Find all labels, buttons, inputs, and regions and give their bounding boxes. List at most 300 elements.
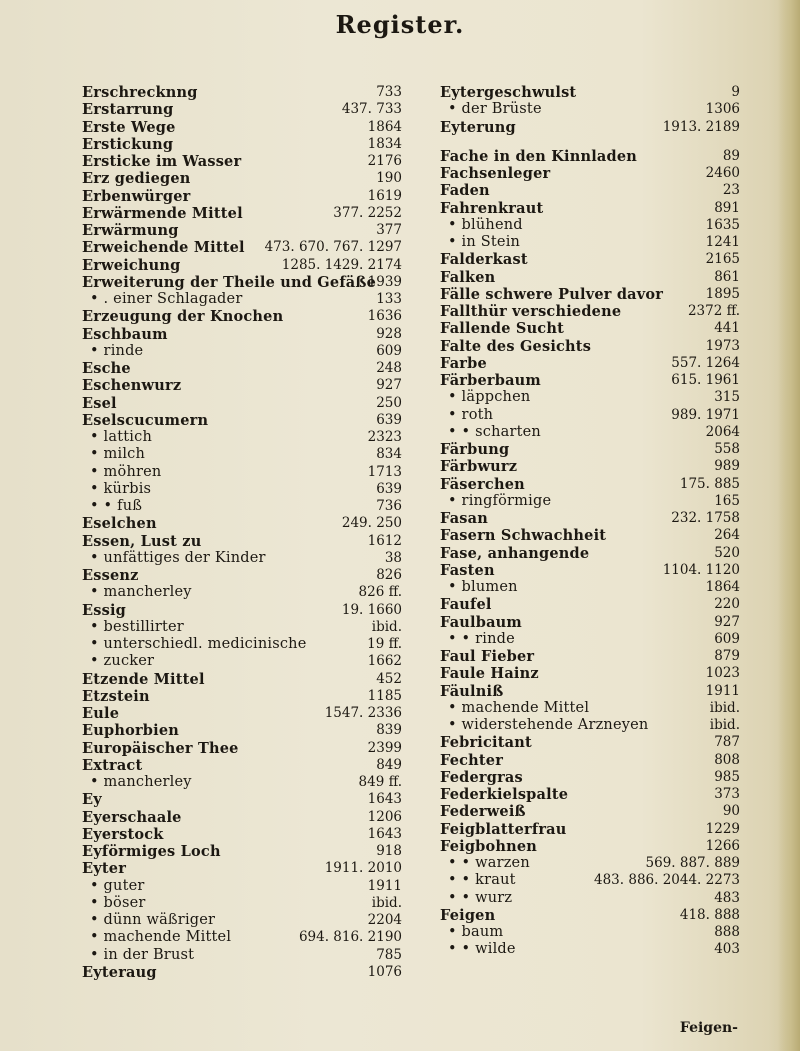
index-pages: 694. 816. 2190 (298, 929, 402, 946)
index-term: Federkielspalte (440, 786, 569, 803)
index-pages: 437. 733 (341, 101, 402, 118)
index-term: Fäserchen (440, 475, 525, 493)
index-term: Färbung (440, 441, 510, 458)
index-pages: 1864 (705, 579, 740, 595)
index-pages: 736 (376, 498, 402, 514)
index-pages: 19 ff. (367, 636, 402, 652)
index-pages: 175. 885 (679, 475, 740, 492)
index-term: Federweiß (440, 803, 526, 821)
index-entry (440, 407, 740, 424)
index-pages: 839 (376, 722, 402, 739)
index-pages: 220 (714, 596, 740, 613)
index-term: • • kraut (448, 872, 516, 889)
index-entry (440, 441, 740, 458)
index-entry (82, 809, 402, 826)
index-term: Erz gediegen (82, 170, 191, 188)
index-entry (82, 170, 402, 187)
index-term: Fallthür verschiedene (440, 303, 622, 320)
index-term: Erwärmung (82, 222, 179, 239)
index-pages: 1547. 2336 (324, 705, 402, 721)
index-term: Euphorbien (82, 722, 180, 740)
index-term: • dünn wäßriger (90, 912, 216, 928)
index-entry (82, 326, 402, 343)
index-term: Färberbaum (440, 372, 541, 389)
index-entry (82, 757, 402, 774)
index-entry (440, 752, 740, 769)
index-entry (82, 343, 402, 360)
index-pages: 377. 2252 (333, 204, 402, 221)
index-entry (440, 821, 740, 838)
index-pages: 1612 (367, 532, 402, 549)
index-term: Faufel (440, 596, 492, 614)
index-pages: 1636 (367, 308, 402, 325)
index-entry (440, 838, 740, 855)
page-header: Register. (335, 10, 465, 39)
index-entry (82, 188, 402, 205)
index-entry (440, 700, 740, 717)
index-pages: 19. 1660 (341, 601, 402, 618)
index-pages: 315 (714, 389, 740, 406)
index-term: • in der Brust (90, 946, 195, 963)
index-pages: 989 (714, 458, 740, 475)
index-entry (82, 688, 402, 705)
index-term: • lattich (90, 429, 152, 445)
index-pages: 2165 (705, 251, 740, 268)
index-pages: 377 (376, 222, 402, 238)
index-term: • unfättiges der Kinder (90, 549, 266, 566)
index-pages: 834 (376, 446, 402, 463)
index-entry (82, 722, 402, 739)
index-pages: 785 (376, 946, 402, 963)
index-entry (440, 855, 740, 872)
index-entry (440, 355, 740, 372)
index-entry (440, 803, 740, 820)
index-term: • • rinde (448, 630, 515, 647)
index-term: Erschrecknng (82, 84, 198, 101)
index-pages: 557. 1264 (671, 354, 740, 371)
index-term: Falken (440, 268, 496, 286)
index-pages: 989. 1971 (671, 406, 740, 423)
index-term: Feigbohnen (440, 837, 538, 855)
index-entry (82, 550, 402, 567)
index-entry (440, 182, 740, 199)
index-term: Eyförmiges Loch (82, 843, 221, 860)
index-pages: 891 (714, 199, 740, 216)
index-entry (440, 338, 740, 355)
index-term: Fasern Schwachheit (440, 527, 607, 545)
index-term: • blühend (448, 216, 523, 233)
index-term: Fasan (440, 510, 488, 527)
index-term: Federgras (440, 768, 523, 786)
index-entry (82, 878, 402, 895)
index-pages: 373 (714, 786, 740, 802)
index-pages: 1306 (705, 101, 740, 118)
index-pages: 609 (376, 342, 402, 359)
index-term: Faulbaum (440, 613, 522, 631)
index-pages: 1911. 2010 (324, 860, 402, 877)
page-edge (778, 0, 800, 1051)
index-entry (82, 533, 402, 550)
index-pages: 1229 (705, 820, 740, 837)
index-pages: 2323 (367, 429, 402, 445)
index-entry (82, 964, 402, 981)
index-term: Erstarrung (82, 101, 174, 119)
catchword: Feigen- (679, 1020, 738, 1036)
index-entry (82, 826, 402, 843)
index-pages: 2204 (367, 912, 402, 928)
index-term: • roth (448, 406, 494, 423)
index-term: Fälle schwere Pulver davor (440, 285, 664, 303)
index-term: • der Brüste (448, 101, 542, 118)
index-entry (82, 705, 402, 722)
index-entry (440, 872, 740, 889)
index-term: • in Stein (448, 234, 521, 250)
index-pages: 1619 (367, 187, 402, 204)
index-pages: 483 (714, 889, 740, 906)
index-entry (82, 84, 402, 101)
index-term: Esel (82, 394, 117, 412)
index-pages: 849 (376, 756, 402, 773)
index-pages: 639 (376, 411, 402, 428)
index-entry (82, 464, 402, 481)
index-entry (82, 274, 402, 291)
index-pages: 2460 (705, 165, 740, 181)
index-term: Färbwurz (440, 458, 518, 476)
index-term: • machende Mittel (448, 699, 590, 716)
index-pages: 1911 (705, 682, 740, 699)
index-entry (82, 153, 402, 170)
index-entry (440, 101, 740, 118)
index-entry (440, 890, 740, 907)
index-pages: 826 (376, 567, 402, 583)
index-term: Essen, Lust zu (82, 532, 202, 550)
index-entry (440, 217, 740, 234)
index-term: • ringförmige (448, 492, 552, 509)
index-term: • baum (448, 924, 504, 940)
index-term: Erbenwürger (82, 187, 191, 205)
index-entry (440, 251, 740, 268)
index-term: Eschbaum (82, 325, 168, 343)
index-pages: 1939 (367, 273, 402, 290)
index-term: Esche (82, 360, 131, 377)
index-term: Extract (82, 756, 143, 774)
index-entry (82, 429, 402, 446)
index-pages: 733 (376, 84, 402, 100)
index-term: Europäischer Thee (82, 739, 239, 757)
index-entry (440, 941, 740, 958)
index-pages: 2176 (367, 153, 402, 169)
index-entry (440, 493, 740, 510)
index-entry (82, 671, 402, 688)
index-pages: 1713 (367, 463, 402, 480)
index-term: Erstickung (82, 135, 174, 153)
index-pages: 1643 (367, 791, 402, 808)
index-pages: 849 ff. (358, 774, 402, 790)
index-term: • • warzen (448, 855, 530, 871)
index-term: Essenz (82, 567, 139, 584)
index-term: Eyter (82, 860, 127, 878)
index-term: Eschenwurz (82, 377, 182, 395)
index-pages: 1635 (705, 216, 740, 233)
index-entry (82, 360, 402, 377)
index-entry (440, 148, 740, 165)
index-term: Eyterung (440, 118, 516, 136)
index-entry (440, 562, 740, 579)
index-entry (440, 769, 740, 786)
index-entry (440, 424, 740, 441)
index-term: Etzende Mittel (82, 670, 205, 688)
index-pages: 1973 (705, 337, 740, 354)
index-entry (82, 291, 402, 308)
index-term: Eytergeschwulst (440, 84, 577, 101)
index-pages: 1643 (367, 825, 402, 842)
index-entry (440, 683, 740, 700)
index-entry (440, 907, 740, 924)
index-entry (82, 619, 402, 636)
index-term: • mancherley (90, 584, 192, 601)
index-entry (440, 510, 740, 527)
index-pages: ibid. (709, 717, 740, 733)
index-pages: 520 (714, 544, 740, 561)
index-pages: 452 (376, 670, 402, 687)
index-entry (440, 614, 740, 631)
index-entry (440, 458, 740, 475)
index-entry (440, 545, 740, 562)
index-pages: 808 (714, 751, 740, 768)
index-pages: 483. 886. 2044. 2273 (594, 872, 740, 889)
index-term: Etzstein (82, 687, 150, 705)
index-pages: 2399 (367, 739, 402, 756)
index-term: Feigblatterfrau (440, 820, 567, 838)
index-term: Ersticke im Wasser (82, 153, 242, 170)
index-pages: 639 (376, 480, 402, 497)
index-term: Faul Fieber (440, 648, 535, 665)
index-term: Fache in den Kinnladen (440, 147, 637, 165)
index-term: • kürbis (90, 480, 152, 497)
index-entry (440, 648, 740, 665)
index-pages: 2372 ff. (687, 303, 740, 319)
index-entry (440, 579, 740, 596)
index-entry (440, 119, 740, 136)
index-entry (440, 717, 740, 734)
index-entry (440, 786, 740, 803)
index-term: Feigen (440, 906, 496, 924)
index-pages: 1185 (367, 687, 402, 704)
index-term: Erweiterung der Theile und Gefäße (82, 273, 376, 291)
index-entry (82, 791, 402, 808)
index-term: Eselscucumern (82, 411, 209, 429)
index-term: Eyerschaale (82, 808, 182, 826)
index-entry (440, 924, 740, 941)
index-pages: 473. 670. 767. 1297 (264, 239, 402, 256)
index-term: Falte des Gesichts (440, 337, 592, 355)
index-entry (440, 596, 740, 613)
index-term: Ey (82, 791, 102, 809)
index-entry (440, 372, 740, 389)
index-pages: 1662 (367, 653, 402, 670)
index-pages: 38 (384, 549, 402, 566)
index-pages: ibid. (371, 894, 402, 911)
index-term: Farbe (440, 354, 487, 372)
index-entry (82, 136, 402, 153)
index-entry (82, 636, 402, 653)
index-entry (82, 843, 402, 860)
index-entry (82, 947, 402, 964)
index-pages: 787 (714, 734, 740, 751)
index-term: • läppchen (448, 389, 531, 406)
index-term: Eselchen (82, 515, 157, 533)
index-term: Febricitant (440, 734, 532, 752)
index-term: • guter (90, 877, 145, 894)
index-entry (82, 395, 402, 412)
index-entry (82, 912, 402, 929)
index-pages: 609 (714, 630, 740, 647)
index-term: • rinde (90, 342, 144, 359)
index-term: • möhren (90, 463, 162, 480)
index-term: • • scharten (448, 423, 541, 440)
index-pages: 985 (714, 768, 740, 785)
index-pages: 1206 (367, 808, 402, 825)
index-term: • • wurz (448, 889, 513, 906)
index-pages: 888 (714, 924, 740, 940)
index-pages: 9 (731, 84, 740, 100)
index-pages: 232. 1758 (671, 510, 740, 526)
index-pages: 558 (714, 441, 740, 457)
index-entry (440, 234, 740, 251)
index-term: Erweichung (82, 256, 181, 274)
index-pages: 89 (722, 147, 740, 164)
index-entry (440, 389, 740, 406)
index-term: Erzeugung der Knochen (82, 308, 284, 326)
index-pages: 826 ff. (358, 584, 402, 601)
index-term: Fasten (440, 561, 495, 579)
index-entry (82, 860, 402, 877)
index-pages: 1913. 2189 (662, 118, 740, 135)
index-term: Fäulniß (440, 682, 504, 700)
index-term: • mancherley (90, 774, 192, 790)
index-entry (82, 377, 402, 394)
index-entry (82, 498, 402, 515)
index-entry (82, 653, 402, 670)
index-pages: 249. 250 (341, 515, 402, 532)
index-entry (82, 740, 402, 757)
index-term: Essig (82, 601, 127, 619)
index-entry (82, 515, 402, 532)
index-pages: 403 (714, 941, 740, 958)
index-term: • • wilde (448, 941, 516, 958)
index-pages: 250 (376, 394, 402, 411)
index-entry (82, 239, 402, 256)
index-term: Fachsenleger (440, 165, 551, 182)
index-pages: 569. 887. 889 (645, 855, 740, 871)
index-entry (82, 567, 402, 584)
index-term: • machende Mittel (90, 929, 232, 946)
index-entry (82, 101, 402, 118)
index-pages: ibid. (709, 699, 740, 716)
index-pages: 2064 (705, 423, 740, 440)
index-term: Erweichende Mittel (82, 239, 245, 257)
index-pages: 418. 888 (679, 906, 740, 923)
index-entry (82, 929, 402, 946)
index-entry (82, 119, 402, 136)
index-term: Faule Hainz (440, 665, 539, 683)
index-term: • bestillirter (90, 618, 184, 635)
index-pages: 1911 (367, 877, 402, 894)
index-entry (440, 734, 740, 751)
index-entry (440, 476, 740, 493)
index-entry (440, 527, 740, 544)
index-pages: 1285. 1429. 2174 (281, 256, 402, 273)
index-term: Erwärmende Mittel (82, 204, 243, 222)
index-term: Falderkast (440, 251, 528, 269)
index-entry (82, 774, 402, 791)
index-pages: 23 (722, 182, 740, 199)
index-entry (82, 257, 402, 274)
index-pages: 615. 1961 (671, 372, 740, 388)
index-term: • milch (90, 446, 146, 463)
index-entry (82, 412, 402, 429)
index-entry (440, 303, 740, 320)
index-pages: 918 (376, 843, 402, 859)
index-pages: 861 (714, 268, 740, 285)
index-term: Eyteraug (82, 963, 157, 981)
index-term: • • fuß (90, 498, 143, 514)
index-term: Fallende Sucht (440, 320, 564, 338)
index-pages: 1895 (705, 285, 740, 302)
index-entry (440, 320, 740, 337)
index-term: • unterschiedl. medicinische (90, 636, 307, 652)
index-entry (440, 200, 740, 217)
index-pages: 1023 (705, 665, 740, 682)
index-pages: 90 (722, 803, 740, 820)
index-term: Faden (440, 182, 490, 200)
index-entry (440, 165, 740, 182)
index-entry (440, 631, 740, 648)
index-pages: ibid. (371, 618, 402, 635)
index-entry (82, 205, 402, 222)
index-entry (82, 481, 402, 498)
index-pages: 133 (376, 291, 402, 307)
index-term: • blumen (448, 579, 518, 595)
index-pages: 441 (714, 320, 740, 337)
index-pages: 264 (714, 527, 740, 544)
index-term: Eule (82, 705, 120, 722)
index-term: Erste Wege (82, 118, 176, 136)
index-pages: 1834 (367, 135, 402, 152)
index-pages: 1864 (367, 118, 402, 135)
index-pages: 190 (376, 170, 402, 187)
index-term: • zucker (90, 653, 155, 670)
index-pages: 927 (376, 377, 402, 394)
index-pages: 1104. 1120 (662, 561, 740, 578)
index-term: • . einer Schlagader (90, 291, 243, 307)
index-term: Fase, anhangende (440, 544, 590, 562)
index-entry (82, 222, 402, 239)
index-entry (82, 584, 402, 601)
index-pages: 879 (714, 648, 740, 664)
index-pages: 927 (714, 613, 740, 630)
index-pages: 928 (376, 325, 402, 342)
index-entry (82, 895, 402, 912)
index-entry (440, 286, 740, 303)
index-entry (440, 84, 740, 101)
left-index-column (82, 84, 402, 981)
index-pages: 165 (714, 492, 740, 509)
index-term: Eyerstock (82, 825, 164, 843)
index-term: Fahrenkraut (440, 199, 544, 217)
index-term: • böser (90, 894, 146, 911)
index-entry (82, 308, 402, 325)
